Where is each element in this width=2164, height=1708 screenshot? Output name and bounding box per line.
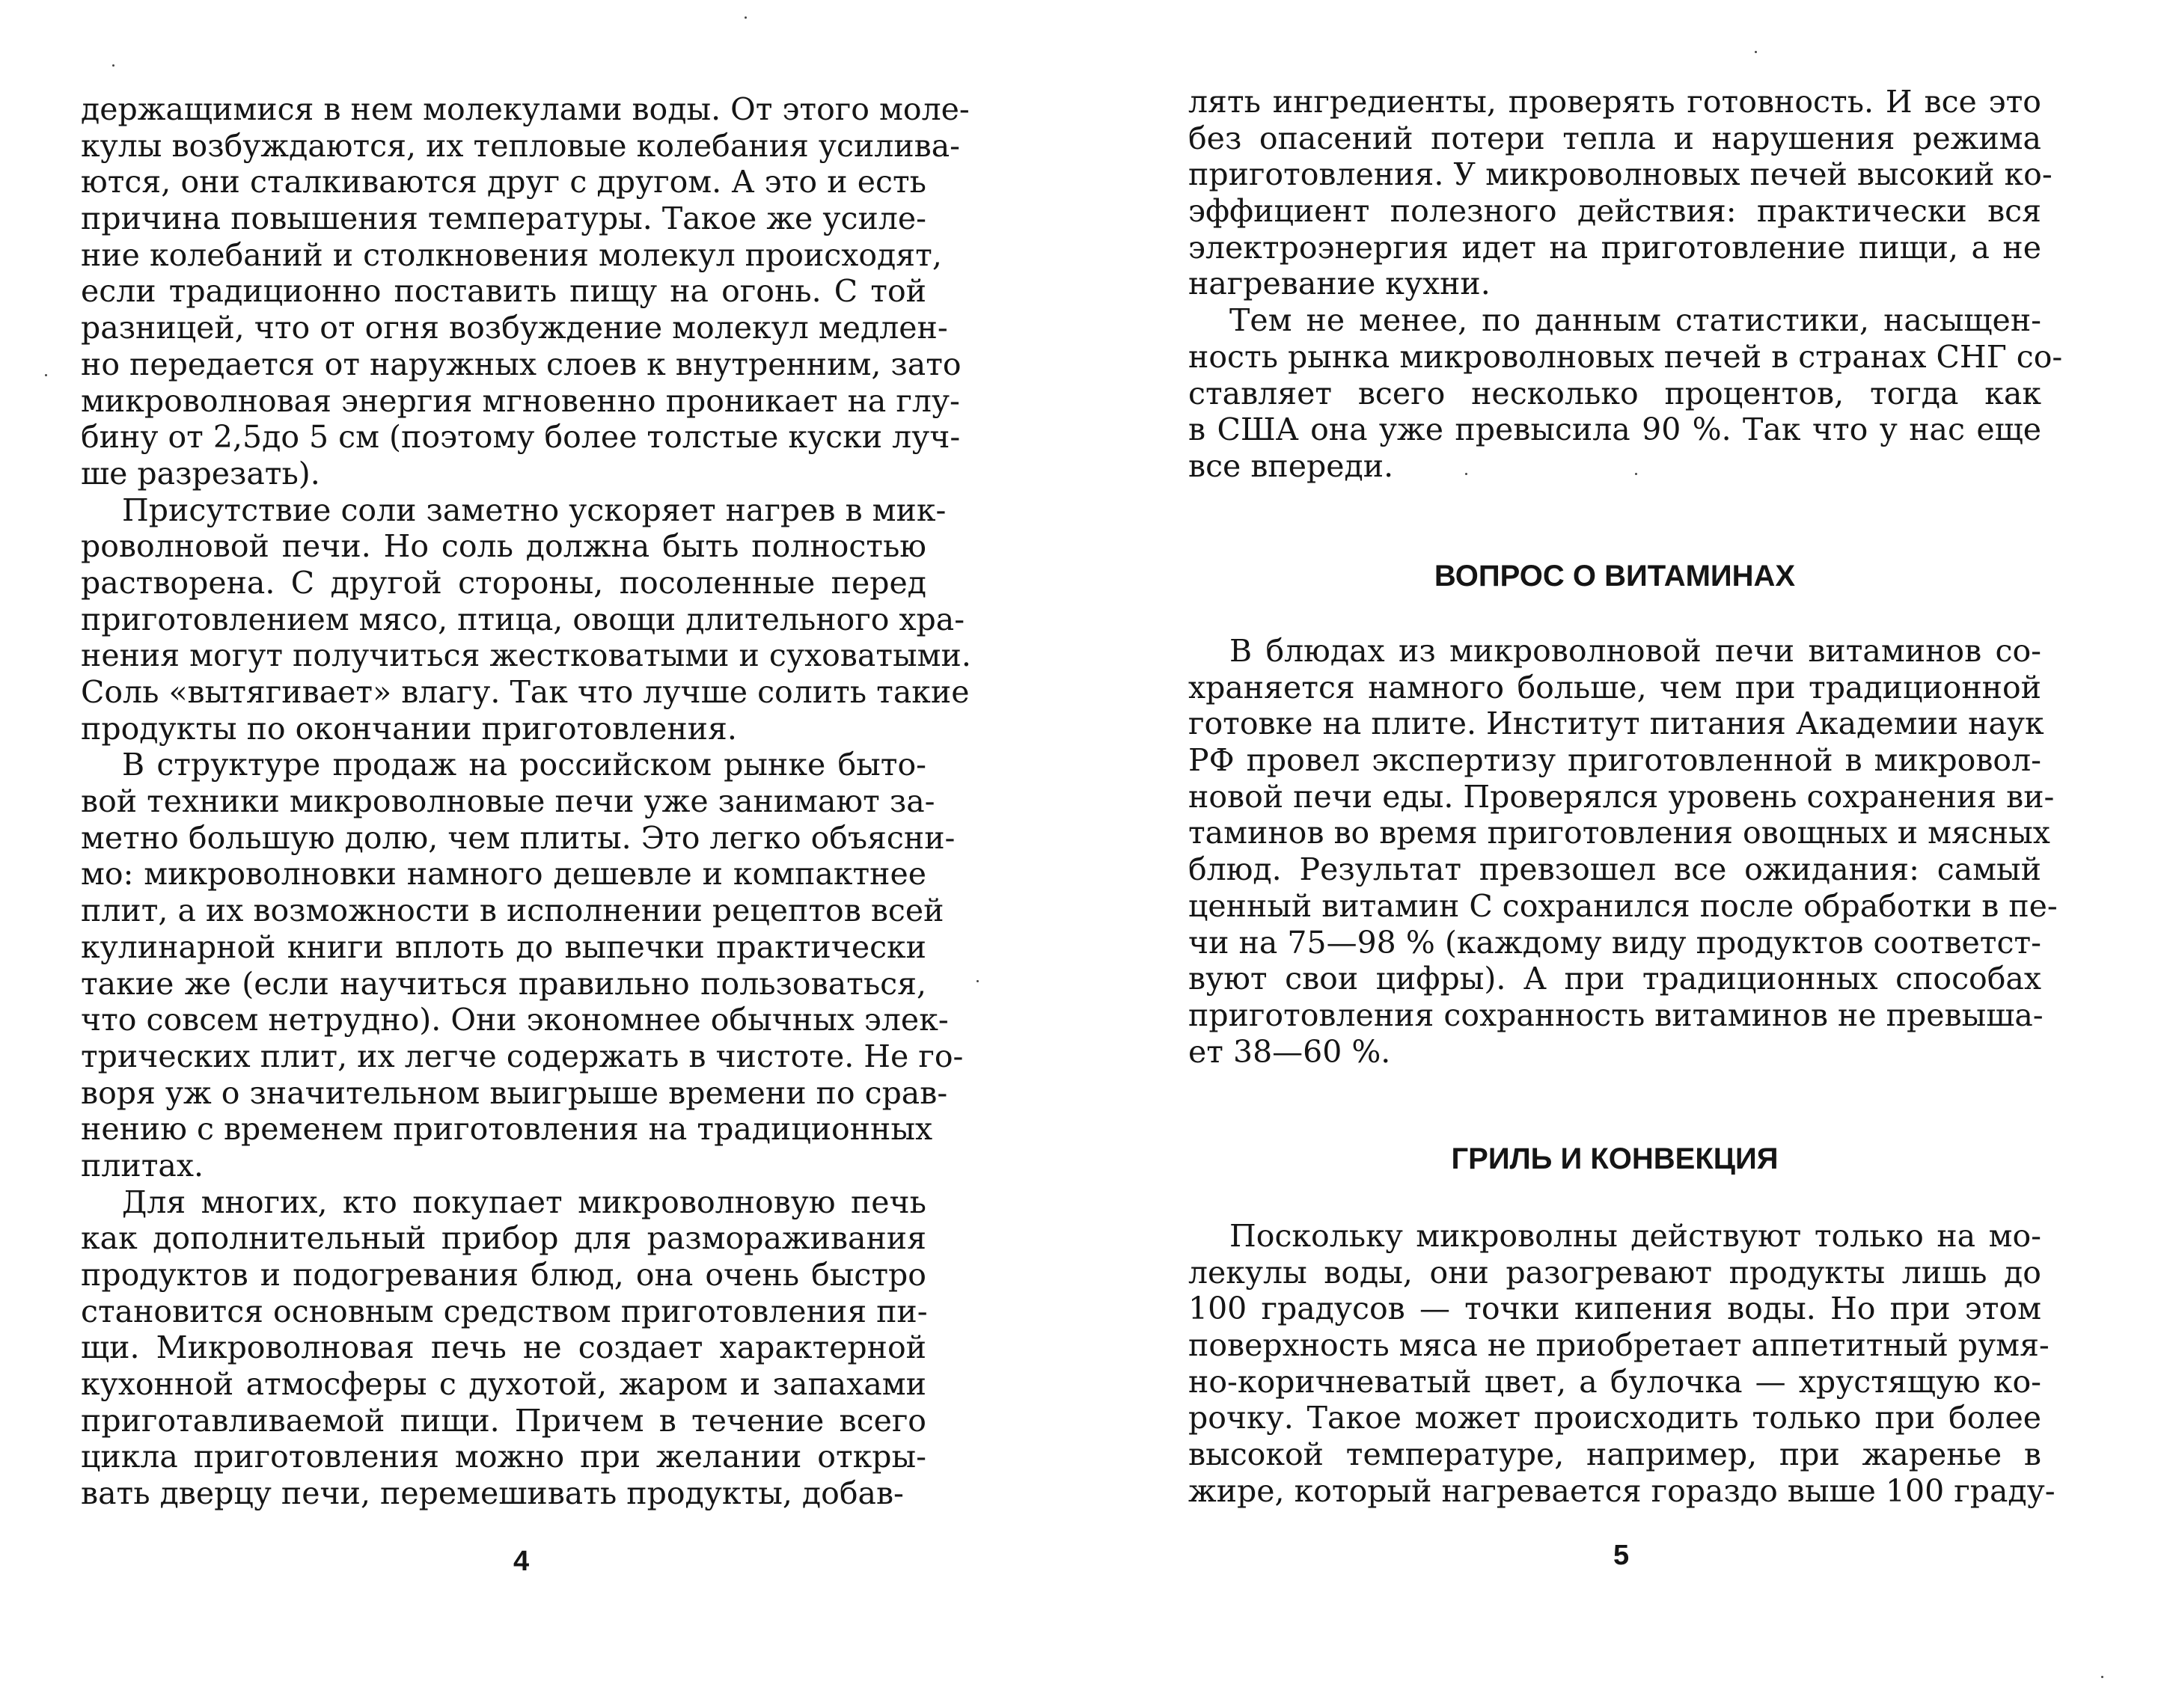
text-line: разницей, что от огня возбуждение молекул медлен- [81, 310, 948, 346]
text-line: щи. Микроволновая печь не создает характерной [81, 1329, 926, 1366]
text-line: мо: микроволновки намного дешевле и компактнее [81, 856, 926, 893]
text-line: лекулы воды, они разогревают продукты лишь до [1188, 1254, 2041, 1291]
text-line: как дополнительный прибор для размораживания [81, 1220, 926, 1257]
text-line: если традиционно поставить пищу на огонь. С той [81, 273, 926, 310]
text-line: нения могут получиться жестковатыми и суховатыми. [81, 637, 971, 674]
text-line: держащимися в нем молекулами воды. От этого моле- [81, 91, 970, 127]
text-line: В блюдах из микроволновой печи витаминов со- [1229, 633, 2041, 669]
vitamins-section-text [1188, 633, 2058, 1070]
text-line: Тем не менее, по данным статистики, насыщен- [1229, 302, 2041, 339]
text-line: кулы возбуждаются, их тепловые колебания усилива- [81, 127, 961, 164]
text-line: метно большую долю, чем плиты. Это легко объясни- [81, 819, 956, 856]
scan-speck [1755, 51, 1757, 53]
text-line: такие же (если научиться правильно пользоваться, [81, 965, 926, 1002]
text-line: лять ингредиенты, проверять готовность. И все это [1188, 84, 2041, 120]
text-line: таминов во время приготовления овощных и мясных [1188, 815, 2050, 851]
text-line: кухонной атмосферы с духотой, жаром и запахами [81, 1366, 926, 1403]
scan-speck [45, 374, 47, 376]
text-line: становится основным средством приготовления пи- [81, 1293, 928, 1329]
text-line: цикла приготовления можно при желании откры- [81, 1439, 926, 1475]
text-line: вуют свои цифры). А при традиционных способах [1188, 961, 2041, 997]
page-number-right: 5 [1613, 1540, 1630, 1571]
text-line: продукты по окончании приготовления. [81, 710, 737, 747]
text-line: воря уж о значительном выигрыше времени по срав- [81, 1074, 948, 1111]
text-line: в США она уже превысила 90 %. Так что у нас еще [1188, 411, 2041, 448]
text-line: Для многих, кто покупает микроволновую печь [122, 1184, 926, 1220]
text-line: высокой температуре, например, при жаренье в [1188, 1436, 2041, 1473]
page-number-left: 4 [513, 1546, 530, 1577]
heading-vitamins: ВОПРОС О ВИТАМИНАХ [1434, 560, 1796, 593]
scan-speck [745, 16, 747, 19]
text-line: плитах. [81, 1147, 204, 1184]
right-page [1082, 0, 2164, 1708]
scan-speck [1635, 473, 1637, 475]
text-line: ние колебаний и столкновения молекул происходят, [81, 236, 942, 273]
text-line: что совсем нетрудно). Они экономнее обычных элек- [81, 1002, 949, 1038]
text-line: поверхность мяса не приобретает аппетитный румя- [1188, 1327, 2050, 1364]
text-line: продуктов и подогревания блюд, она очень быстро [81, 1257, 926, 1293]
text-line: трических плит, их легче содержать в чистоте. Не го- [81, 1038, 964, 1074]
text-line: растворена. С другой стороны, посоленные перед [81, 564, 926, 601]
text-line: бину от 2,5до 5 см (поэтому более толстые куски луч- [81, 419, 961, 456]
text-line: новой печи еды. Проверялся уровень сохранения ви- [1188, 778, 2055, 815]
heading-grill-convection: ГРИЛЬ И КОНВЕКЦИЯ [1451, 1142, 1779, 1175]
text-line: Поскольку микроволны действуют только на мо- [1229, 1218, 2041, 1254]
text-line: электроэнергия идет на приготовление пищи, а не [1188, 229, 2041, 266]
scan-speck [112, 64, 114, 67]
scan-speck [2101, 1676, 2103, 1678]
text-line: но-коричневатый цвет, а булочка — хрустящую ко- [1188, 1363, 2041, 1400]
text-line: приготовлением мясо, птица, овощи длительного хра- [81, 601, 965, 637]
text-line: ет 38—60 %. [1188, 1033, 1391, 1070]
text-line: приготавливаемой пищи. Причем в течение всего [81, 1402, 926, 1439]
text-line: роволновой печи. Но соль должна быть полностью [81, 528, 926, 565]
text-line: эффициент полезного действия: практически вся [1188, 193, 2041, 230]
text-line: готовке на плите. Институт питания Академии наук [1188, 705, 2044, 742]
text-line: нению с временем приготовления на традиционных [81, 1111, 933, 1148]
text-line: приготовления. У микроволновых печей высокий ко- [1188, 156, 2053, 193]
scan-speck [976, 980, 979, 982]
text-line: РФ провел экспертизу приготовленной в микровол- [1188, 742, 2041, 779]
text-line: ставляет всего несколько процентов, тогда как [1188, 375, 2041, 411]
text-line: Присутствие соли заметно ускоряет нагрев в мик- [122, 492, 947, 528]
text-line: чи на 75—98 % (каждому виду продуктов соответст- [1188, 924, 2041, 961]
text-line: 100 градусов — точки кипения воды. Но при этом [1188, 1291, 2041, 1327]
text-line: ше разрезать). [81, 455, 320, 492]
text-line: вать дверцу печи, перемешивать продукты, добав- [81, 1475, 904, 1512]
grill-section-text [1188, 1218, 2056, 1510]
text-line: микроволновая энергия мгновенно проникает на глу- [81, 382, 960, 419]
scan-speck [1465, 473, 1467, 475]
text-line: причина повышения температуры. Такое же усиле- [81, 201, 926, 237]
text-line: блюд. Результат превзошел все ожидания: самый [1188, 851, 2041, 888]
text-line: но передается от наружных слоев к внутренним, зато [81, 346, 962, 382]
text-line: храняется намного больше, чем при традиционной [1188, 669, 2041, 705]
text-line: жире, который нагревается гораздо выше 100 граду- [1188, 1472, 2056, 1509]
text-line: Соль «вытягивает» влагу. Так что лучше солить такие [81, 674, 970, 710]
text-line: рочку. Такое может происходить только при более [1188, 1400, 2041, 1436]
text-line: плит, а их возможности в исполнении рецептов всей [81, 893, 944, 929]
text-line: без опасений потери тепла и нарушения режима [1188, 120, 2041, 156]
text-line: кулинарной книги вплоть до выпечки практически [81, 928, 926, 965]
text-line: вой техники микроволновые печи уже занимают за- [81, 783, 935, 820]
text-line: нагревание кухни. [1188, 266, 1491, 302]
text-line: В структуре продаж на российском рынке быто- [122, 747, 926, 783]
right-page-intro-text [1188, 84, 2063, 485]
text-line: ются, они сталкиваются друг с другом. А это и есть [81, 164, 926, 201]
text-line: все впереди. [1188, 447, 1394, 484]
left-page-text [81, 91, 971, 1512]
text-line: приготовления сохранность витаминов не превыша- [1188, 997, 2044, 1033]
text-line: ность рынка микроволновых печей в странах СНГ со- [1188, 338, 2063, 375]
text-line: ценный витамин С сохранился после обработки в пе- [1188, 887, 2058, 924]
